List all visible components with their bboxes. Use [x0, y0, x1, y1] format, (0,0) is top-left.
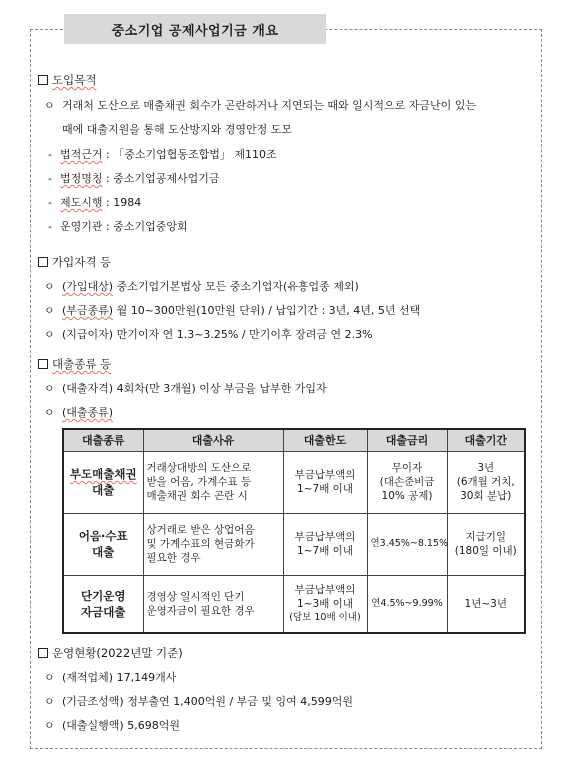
- circle-bullet-icon: ㅇ: [44, 328, 55, 341]
- table-cell-limit: 부금납부액의 1~7배 이내: [283, 451, 367, 513]
- section-heading-loans: 대출종류 등: [38, 356, 111, 372]
- eligibility-item: ㅇ (부금종류) 월 10~300만원(10만원 단위) / 납입기간 : 3년, 4년, 5년 선택: [44, 304, 421, 317]
- eligibility-item: ㅇ (지급이자) 만기이자 연 1.3~3.25% / 만기이후 장려금 연 2.3%: [44, 328, 373, 341]
- status-item: ㅇ (대출실행액) 5,698억원: [44, 719, 180, 732]
- purpose-line: ㅇ 거래처 도산으로 매출채권 회수가 곤란하거나 지연되는 때와 일시적으로 자금난이 있는: [44, 99, 477, 112]
- table-cell-period: 1년~3년: [447, 575, 525, 633]
- table-header: 대출금리: [367, 429, 447, 451]
- circle-bullet-icon: ㅇ: [44, 382, 55, 395]
- circle-bullet-icon: ㅇ: [44, 406, 55, 419]
- info-item-operator: - 운영기관 : 중소기업중앙회: [48, 220, 188, 233]
- purpose-line-continued: 때에 대출지원을 통해 도산방지와 경영안정 도모: [62, 123, 293, 136]
- table-cell-period: 3년 (6개월 거치, 30회 분납): [447, 451, 525, 513]
- circle-bullet-icon: ㅇ: [44, 719, 55, 732]
- loan-item: ㅇ (대출종류): [44, 406, 114, 419]
- loan-types-table: [62, 428, 526, 634]
- table-row: [63, 513, 525, 575]
- table-cell-rate: 무이자 (대손준비금 10% 공제): [367, 451, 447, 513]
- eligibility-item: ㅇ (가입대상) 중소기업기본법상 모든 중소기업자(유흥업종 제외): [44, 280, 359, 293]
- table-header: 대출기간: [447, 429, 525, 451]
- checkbox-icon: [38, 648, 48, 658]
- info-item-legal-name: - 법정명칭 : 중소기업공제사업기금: [48, 172, 220, 185]
- table-header-row: [63, 429, 525, 451]
- table-cell-type: 단기운영 자금대출: [63, 575, 143, 633]
- status-item: ㅇ (재적업체) 17,149개사: [44, 671, 177, 684]
- table-cell-period: 지급기일 (180일 이내): [447, 513, 525, 575]
- table-cell-use: 거래상대방의 도산으로 받을 어음, 가계수표 등 매출채권 회수 곤란 시: [143, 451, 283, 513]
- circle-bullet-icon: ㅇ: [44, 671, 55, 684]
- table-header: 대출종류: [63, 429, 143, 451]
- table-cell-rate: 연4.5%~9.99%: [367, 575, 447, 633]
- table-cell-rate: 연3.45%~8.15%: [367, 513, 447, 575]
- section-heading-status: 운영현황(2022년말 기준): [38, 645, 183, 661]
- table-cell-use: 경영상 일시적인 단기 운영자금이 필요한 경우: [143, 575, 283, 633]
- table-row: [63, 575, 525, 633]
- table-cell-limit: 부금납부액의 1~3배 이내 (담보 10배 이내): [283, 575, 367, 633]
- circle-bullet-icon: ㅇ: [44, 280, 55, 293]
- table-cell-type: 어음·수표 대출: [63, 513, 143, 575]
- table-cell-use: 상거래로 받은 상업어음 및 가계수표의 현금화가 필요한 경우: [143, 513, 283, 575]
- circle-bullet-icon: ㅇ: [44, 695, 55, 708]
- loan-item: ㅇ (대출자격) 4회차(만 3개월) 이상 부금을 납부한 가입자: [44, 382, 327, 395]
- circle-bullet-icon: ㅇ: [44, 99, 55, 112]
- table-header: 대출한도: [283, 429, 367, 451]
- circle-bullet-icon: ㅇ: [44, 304, 55, 317]
- section-heading-purpose: 도입목적: [38, 72, 96, 88]
- checkbox-icon: [38, 75, 48, 85]
- info-item-legal-basis: - 법적근거 : 「중소기업협동조합법」 제110조: [48, 148, 277, 161]
- table-cell-limit: 부금납부액의 1~7배 이내: [283, 513, 367, 575]
- page-title: 중소기업 공제사업기금 개요: [64, 14, 326, 44]
- table-cell-type: 부도매출채권 대출: [63, 451, 143, 513]
- checkbox-icon: [38, 359, 48, 369]
- checkbox-icon: [38, 257, 48, 267]
- table-header: 대출사유: [143, 429, 283, 451]
- status-item: ㅇ (기금조성액) 정부출연 1,400억원 / 부금 및 잉여 4,599억원: [44, 695, 354, 708]
- info-item-start-year: - 제도시행 : 1984: [48, 196, 142, 209]
- section-heading-eligibility: 가입자격 등: [38, 254, 111, 270]
- table-row: [63, 451, 525, 513]
